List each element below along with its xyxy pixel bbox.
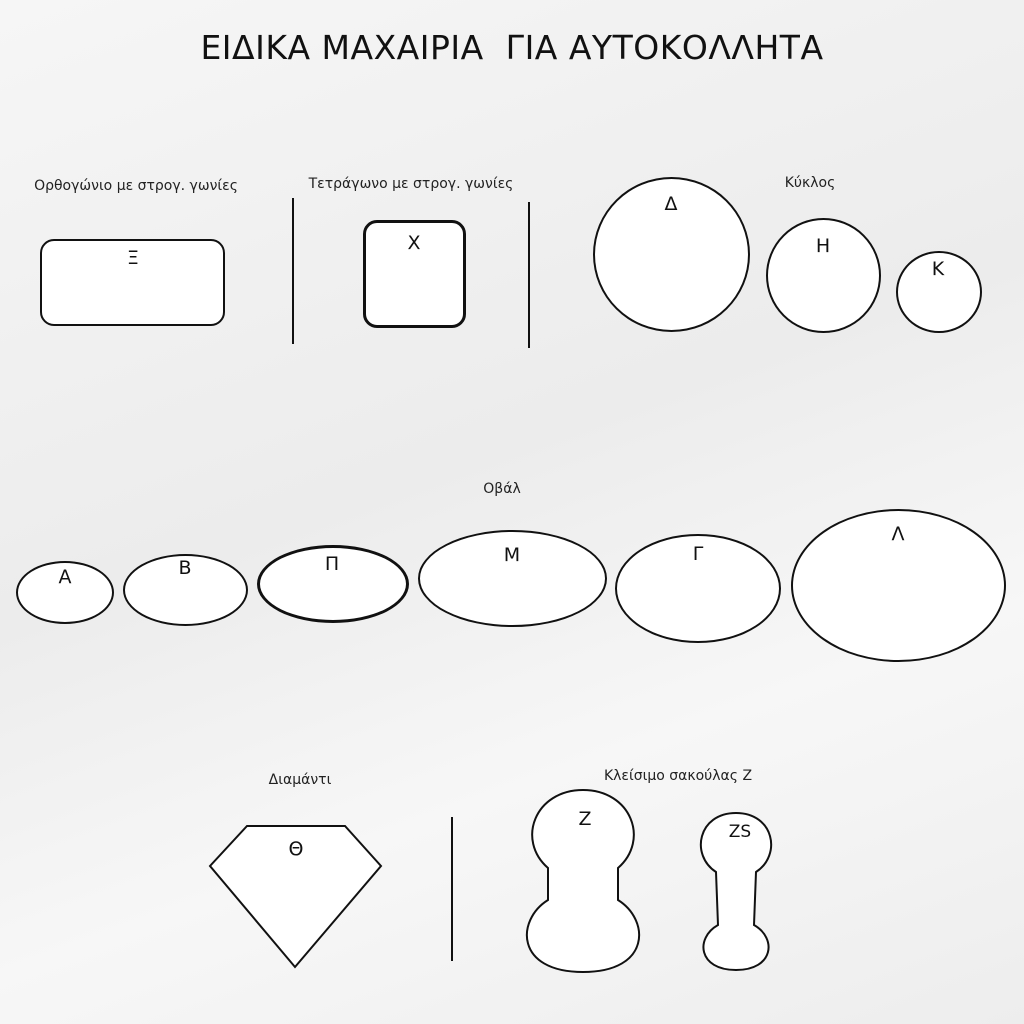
rectangle-label: Ορθογώνιο με στρογ. γωνίες (34, 178, 238, 194)
oval-b-letter: Β (178, 557, 192, 579)
oval-m-letter: Μ (503, 544, 521, 566)
square-letter: Χ (407, 232, 421, 254)
circle-large-letter: Δ (664, 193, 678, 215)
oval-g-letter: Γ (692, 543, 704, 565)
square-label: Τετράγωνο με στρογ. γωνίες (308, 176, 514, 192)
oval-a-letter: Α (58, 566, 72, 588)
oval-l-letter: Λ (891, 523, 905, 545)
circle-label: Κύκλος (784, 175, 836, 191)
divider-bottom (451, 817, 453, 961)
page-title: ΕΙΔΙΚΑ ΜΑΧΑΙΡΙΑ ΓΙΑ ΑΥΤΟΚΟΛΛΗΤΑ (200, 28, 824, 67)
zip-large-letter: Z (578, 808, 592, 830)
circle-medium-letter: Η (815, 235, 831, 257)
rectangle-letter: Ξ (126, 247, 139, 269)
zip-label: Κλείσιμο σακούλας Ζ (603, 768, 753, 784)
zip-small-letter: ZS (728, 822, 752, 842)
oval-p-letter: Π (324, 553, 340, 575)
circle-small-letter: Κ (931, 258, 945, 280)
diamond-letter: Θ (288, 838, 304, 860)
diamond-label: Διαμάντι (268, 772, 332, 788)
oval-label: Οβάλ (483, 481, 521, 497)
